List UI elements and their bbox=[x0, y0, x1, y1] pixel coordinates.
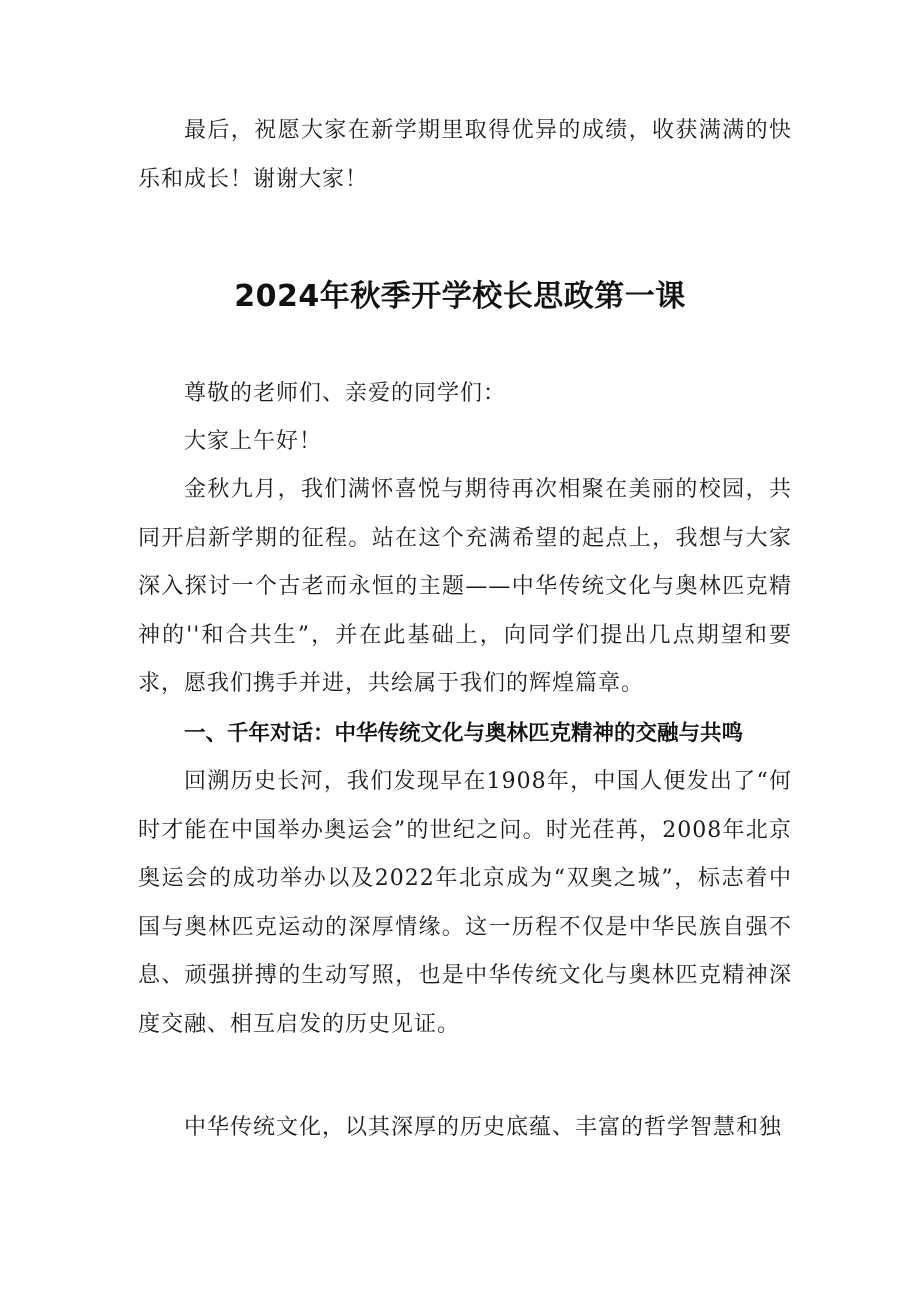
section-one-heading: 一、千年对话：中华传统文化与奥林匹克精神的交融与共鸣 bbox=[184, 721, 744, 746]
salutation: 尊敬的老师们、亲爱的同学们： bbox=[184, 381, 507, 406]
culture-paragraph: 中华传统文化，以其深厚的历史底蕴、丰富的哲学智慧和独 bbox=[184, 1115, 783, 1140]
document-title: 2024年秋季开学校长思政第一课 bbox=[234, 279, 686, 314]
history-paragraph: 回溯历史长河，我们发现早在1908年，中国人便发出了“何时才能在中国举办奥运会”的世纪之问。时光荏苒，2008年北京奥运会的成功举办以及2022年北京成为“双奥之城”，标志着中国与奥林匹克运动的深厚情缘。这一历程不仅是中华民族自强不息、顽强拼搏的生动写照，也是中华传统文化与奥林匹克精神深度交融、相互启发的历史见证。 bbox=[138, 769, 792, 1037]
greeting: 大家上午好！ bbox=[184, 429, 323, 454]
intro-paragraph: 金秋九月，我们满怀喜悦与期待再次相聚在美丽的校园，共同开启新学期的征程。站在这个充满希望的起点上，我想与大家深入探讨一个古老而永恒的主题——中华传统文化与奥林匹克精神的''和合共生”，并在此基础上，向同学们提出几点期望和要求，愿我们携手并进，共绘属于我们的辉煌篇章。 bbox=[138, 477, 792, 696]
closing-paragraph: 最后，祝愿大家在新学期里取得优异的成绩，收获满满的快乐和成长！谢谢大家！ bbox=[138, 118, 792, 192]
